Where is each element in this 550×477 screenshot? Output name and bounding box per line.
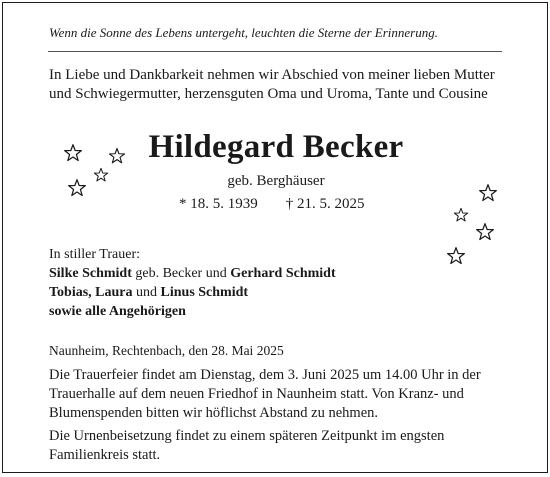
funeral-line-3: Blumenspenden bitten wir höflichst Abstand zu nehmen. [49,405,379,421]
divider-line [48,51,502,52]
star-outline-icon [446,246,466,266]
mourners-line-2 [49,283,336,302]
obituary-notice [2,2,548,473]
mourners-heading: In stiller Trauer: [49,247,140,262]
star-outline-icon [475,222,495,242]
intro-line-2: und Schwiegermutter, herzensguten Oma und Uroma, Tante und Cousine [49,86,488,102]
urn-burial-info [49,427,519,465]
place-date: Naunheim, Rechtenbach, den 28. Mai 2025 [49,343,284,358]
mourner-connector: geb. Becker und [131,266,231,281]
funeral-info [49,366,519,423]
urn-line-2: Familienkreis statt. [49,447,161,463]
mourner-connector: und [132,285,161,300]
deceased-name: Hildegard Becker [148,129,404,165]
birth-name: geb. Berghäuser [227,173,325,189]
birth-date: * 18. 5. 1939 [179,196,258,212]
mourner-name: Silke Schmidt [49,266,132,281]
intro-line-1: In Liebe und Dankbarkeit nehmen wir Abschied von meiner lieben Mutter [49,67,495,83]
funeral-line-2: Trauerhalle auf dem neuen Friedhof in Naunheim statt. Von Kranz- und [49,386,464,402]
mourner-name: Linus Schmidt [160,285,249,300]
mourners-line-3: sowie alle Angehörigen [49,304,186,319]
star-outline-icon [453,207,469,223]
death-date: † 21. 5. 2025 [285,196,365,212]
motto-quote: Wenn die Sonne des Lebens untergeht, leuchten die Sterne der Erinnerung. [49,25,438,40]
mourners-line-1 [49,264,336,283]
life-dates [179,196,365,213]
mourner-name: Gerhard Schmidt [230,266,336,281]
mourner-name: Tobias, Laura [49,285,133,300]
urn-line-1: Die Urnenbeisetzung findet zu einem späteren Zeitpunkt im engsten [49,428,445,444]
mourners-block [49,245,336,321]
funeral-line-1: Die Trauerfeier findet am Dienstag, dem 3. Juni 2025 um 14.00 Uhr in der [49,367,481,383]
intro-text [49,66,495,104]
